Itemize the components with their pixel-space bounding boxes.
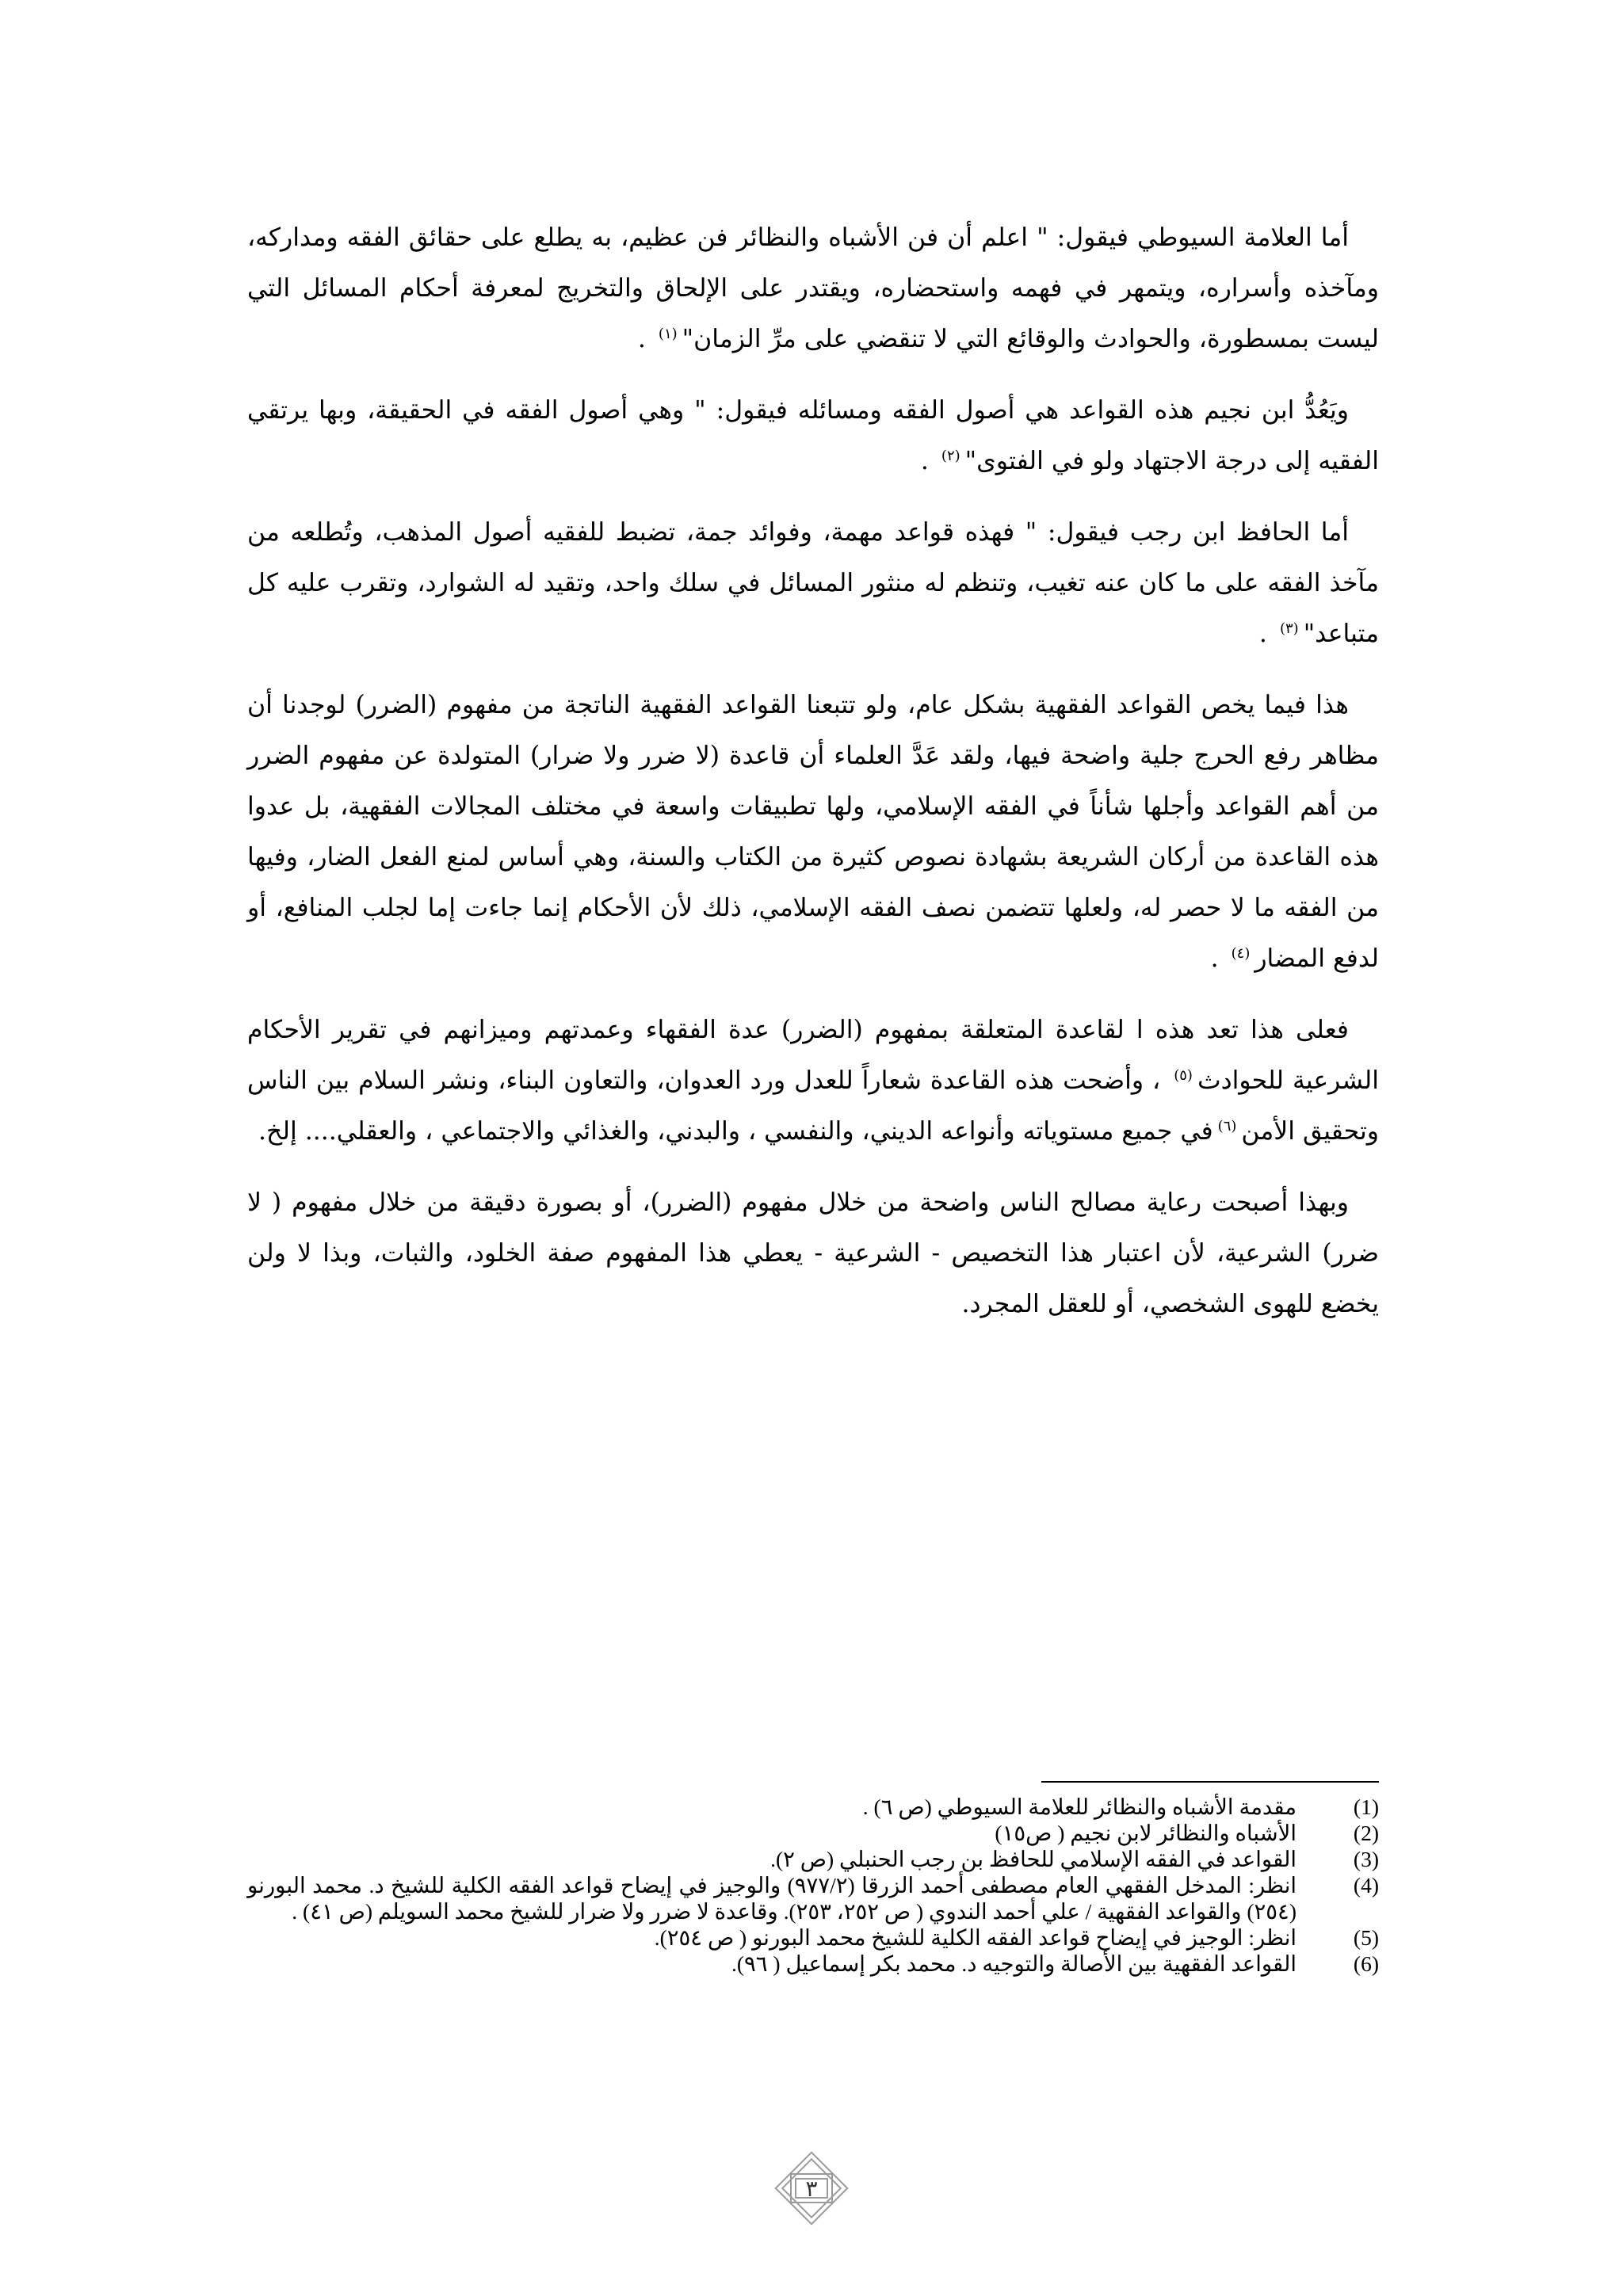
paragraph-text: أما العلامة السيوطي فيقول: " اعلم أن فن الأشباه والنظائر فن عظيم، به يطلع على حقائق الفقه ومداركه، ومآخذه وأسراره، ويتمهر في فهمه واستحضاره، ويقتدر على الإلحاق والتخريج لمعرفة أحكام المسائل التي ليست بمسطورة، والحوادث والوقائع التي لا تنقضي على مرِّ الزمان" (247, 223, 1379, 353)
paragraph-end: . (1258, 620, 1275, 648)
footnote-text: انظر: المدخل الفقهي العام مصطفى أحمد الزرقا (٩٧٧/٢) والوجيز في إيضاح قواعد الفقه الكلية للشيخ د. محمد البورنو (٢٥٤) والقواعد الفقهية / علي أحمد الندوي ( ص ٢٥٢، ٢٥٣). وقاعدة لا ضرر ولا ضرار للشيخ محمد السويلم (ص ٤١) . (247, 1873, 1296, 1924)
paragraph-end: . (637, 325, 654, 353)
footnote-ref-5[interactable]: (٥) (1174, 1066, 1193, 1084)
paragraph-text: فعلى هذا تعد هذه ا لقاعدة المتعلقة بمفهوم (الضرر) عدة الفقهاء وعمدتهم وميزانهم في تقرير الأحكام الشرعية للحوادث (247, 1016, 1379, 1095)
paragraph-end: . (1210, 944, 1227, 973)
footnote-text: انظر: الوجيز في إيضاح قواعد الفقه الكلية للشيخ محمد البورنو ( ص ٢٥٤). (654, 1925, 1296, 1950)
paragraph-text: أما الحافظ ابن رجب فيقول: " فهذه قواعد مهمة، وفوائد جمة، تضبط للفقيه أصول المذهب، وتُطلعه من مآخذ الفقه على ما كان عنه تغيب، وتنظم له منثور المسائل في سلك واحد، وتقيد له الشوارد، وتقرب عليه كل متباعد" (247, 518, 1379, 648)
footnote-ref-3[interactable]: (٣) (1279, 620, 1299, 637)
footnote-text: القواعد الفقهية بين الأصالة والتوجيه د. محمد بكر إسماعيل ( ٩٦). (731, 1951, 1296, 1976)
paragraph-suyuti-quote (247, 212, 1379, 364)
footnote-text: الأشباه والنظائر لابن نجيم ( ص١٥) (995, 1821, 1296, 1845)
paragraph-rule-importance (247, 1005, 1379, 1157)
footnote-number: (5) (1353, 1925, 1379, 1950)
footnote-text: القواعد في الفقه الإسلامي للحافظ بن رجب الحنبلي (ص ٢). (770, 1847, 1296, 1871)
footnote-number: (2) (1353, 1821, 1379, 1845)
footnote-separator (1041, 1781, 1379, 1783)
paragraph-end: في جميع مستوياته وأنواعه الديني، والنفسي ، والبدني، والغذائي والاجتماعي ، والعقلي.... إلخ. (258, 1117, 1213, 1146)
footnotes-section (247, 1781, 1379, 1977)
footnote-item (247, 1951, 1379, 1977)
paragraph-text-continued: ، وأضحت هذه القاعدة شعاراً للعدل ورد العدوان، والتعاون البناء، ونشر السلام بين الناس وتحقيق الأمن (247, 1066, 1379, 1146)
footnote-item (247, 1924, 1379, 1951)
paragraph-text: هذا فيما يخص القواعد الفقهية بشكل عام، ولو تتبعنا القواعد الفقهية الناتجة من مفهوم (الضرر) لوجدنا أن مظاهر رفع الحرج جلية واضحة فيها، ولقد عَدَّ العلماء أن قاعدة (لا ضرر ولا ضرار) المتولدة عن مفهوم الضرر من أهم القواعد وأجلها شأناً في الفقه الإسلامي، ولها تطبيقات واسعة في مختلف المجالات الفقهية، بل عدوا هذه القاعدة من أركان الشريعة بشهادة نصوص كثيرة من الكتاب والسنة، وهي أساس لمنع الفعل الضار، وفيها من الفقه ما لا حصر له، ولعلها تتضمن نصف الفقه الإسلامي، ذلك لأن الأحكام إنما جاءت إما لجلب المنافع، أو لدفع المضار (247, 691, 1379, 973)
paragraph-end: . (920, 447, 937, 475)
footnote-number: (4) (1353, 1873, 1379, 1897)
paragraph-text: وبهذا أصبحت رعاية مصالح الناس واضحة من خلال مفهوم (الضرر)، أو بصورة دقيقة من خلال مفهوم ( لا ضرر) الشرعية، لأن اعتبار هذا التخصيص - الشرعية - يعطي هذا المفهوم صفة الخلود، والثبات، وبذا لا ولن يخضع للهوى الشخصي، أو للعقل المجرد. (247, 1188, 1379, 1318)
footnote-ref-1[interactable]: (١) (658, 325, 678, 342)
page-number: ٣ (805, 2175, 818, 2202)
paragraph-ibn-rajab-quote (247, 507, 1379, 659)
footnote-item (247, 1794, 1379, 1820)
footnote-number: (3) (1353, 1847, 1379, 1871)
footnote-text: مقدمة الأشباه والنظائر للعلامة السيوطي (ص ٦) . (862, 1794, 1296, 1819)
paragraph-ibn-nujaym-quote (247, 385, 1379, 486)
footnote-item (247, 1846, 1379, 1872)
footnote-item (247, 1820, 1379, 1846)
footnote-number: (1) (1353, 1794, 1379, 1819)
footnote-ref-4[interactable]: (٤) (1231, 944, 1251, 962)
paragraph-public-interest (247, 1177, 1379, 1329)
footnote-number: (6) (1353, 1951, 1379, 1976)
footnote-item (247, 1872, 1379, 1924)
footnote-ref-2[interactable]: (٢) (941, 447, 960, 464)
main-text (247, 212, 1379, 1350)
footnote-ref-6[interactable]: (٦) (1217, 1117, 1237, 1135)
paragraph-harm-concept (247, 680, 1379, 984)
paragraph-text: ويَعُدُّ ابن نجيم هذه القواعد هي أصول الفقه ومسائله فيقول: " وهي أصول الفقه في الحقيقة، وبها يرتقي الفقيه إلى درجة الاجتهاد ولو في الفتوى" (247, 396, 1379, 475)
